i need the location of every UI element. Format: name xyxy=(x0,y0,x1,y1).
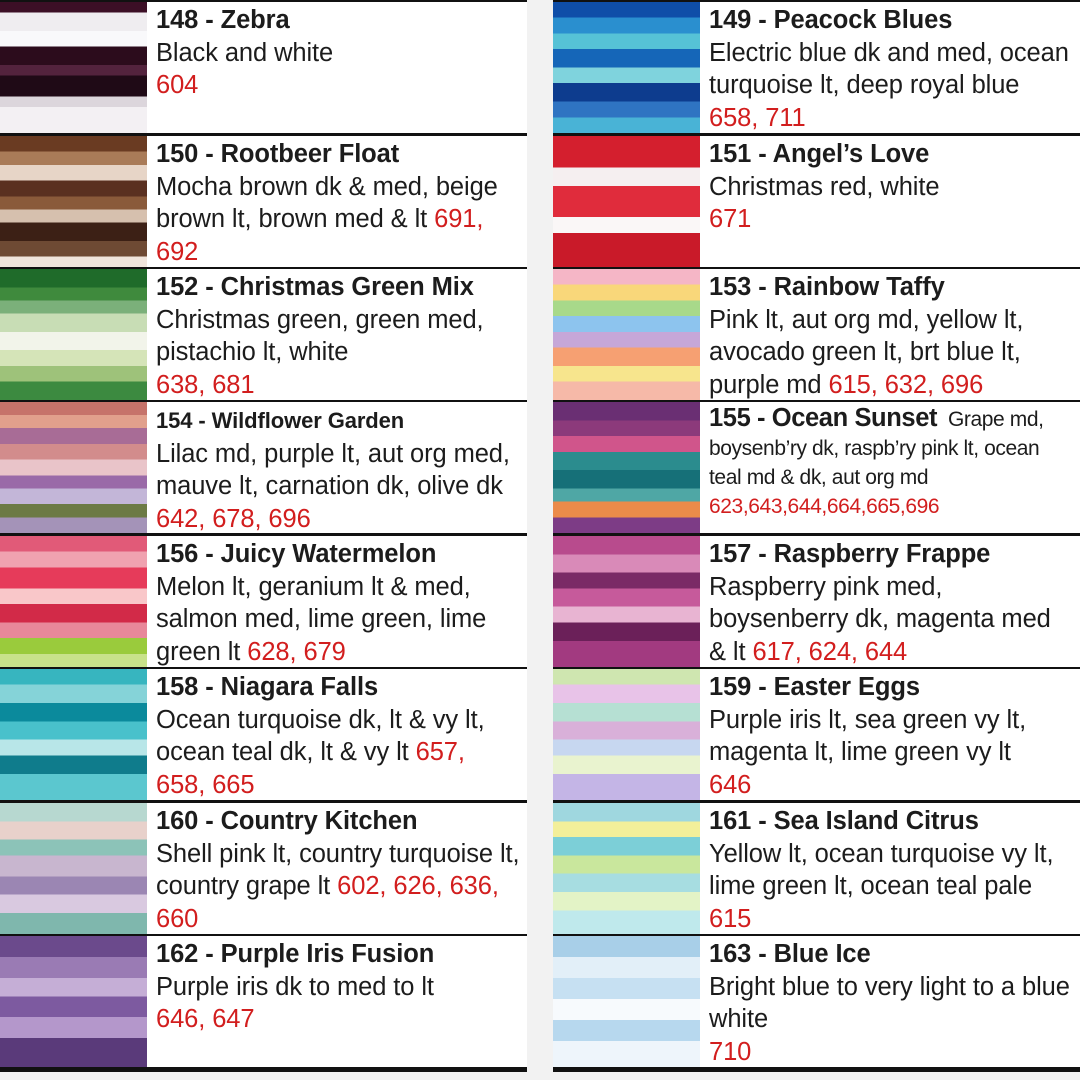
color-entry-153 xyxy=(553,269,1080,400)
entry-title: 157 - Raspberry Frappe xyxy=(709,540,991,568)
entry-text-154 xyxy=(147,402,527,533)
left-column xyxy=(0,0,527,1072)
color-codes: 646 xyxy=(709,770,752,799)
thread-swatch-161 xyxy=(553,803,700,934)
thread-swatch-151 xyxy=(553,136,700,267)
color-entry-162 xyxy=(0,936,527,1067)
entry-title: 163 - Blue Ice xyxy=(709,940,871,968)
entry-text-161 xyxy=(700,803,1080,934)
color-codes: 604 xyxy=(156,71,199,99)
right-column xyxy=(553,0,1080,1072)
color-codes: 657, 658, 665 xyxy=(156,738,465,799)
entry-text-156 xyxy=(147,536,527,667)
entry-description: Raspberry pink med, boysenberry dk, magenta med & lt xyxy=(709,572,1051,666)
thread-swatch-153 xyxy=(553,269,700,400)
thread-swatch-152 xyxy=(0,269,147,400)
color-codes: 671 xyxy=(709,205,752,233)
entry-description: Yellow lt, ocean turquoise vy lt, lime green lt, ocean teal pale xyxy=(709,839,1054,900)
color-codes: 658, 711 xyxy=(709,103,806,132)
entry-title: 155 - Ocean Sunset xyxy=(709,404,938,432)
thread-swatch-156 xyxy=(0,536,147,667)
color-entry-148 xyxy=(0,2,527,133)
color-codes: 615, 632, 696 xyxy=(828,370,984,399)
thread-swatch-154 xyxy=(0,402,147,533)
color-codes: 623,643,644,664,665,696 xyxy=(709,495,940,518)
entry-title: 160 - Country Kitchen xyxy=(156,807,418,835)
color-entry-157 xyxy=(553,536,1080,667)
entry-text-159 xyxy=(700,669,1080,800)
color-entry-161 xyxy=(553,803,1080,934)
entry-title: 156 - Juicy Watermelon xyxy=(156,540,437,568)
entry-description: Ocean turquoise dk, lt & vy lt, ocean teal dk, lt & vy lt xyxy=(156,705,485,766)
entry-description: Christmas green, green med, pistachio lt, white xyxy=(156,305,484,366)
entry-text-148 xyxy=(147,2,527,133)
color-entry-158 xyxy=(0,669,527,800)
entry-text-155 xyxy=(700,402,1080,533)
thread-swatch-155 xyxy=(553,402,700,533)
color-entry-155 xyxy=(553,402,1080,533)
entry-description: Electric blue dk and med, ocean turquoise lt, deep royal blue xyxy=(709,38,1069,99)
entry-text-163 xyxy=(700,936,1080,1067)
entry-title: 159 - Easter Eggs xyxy=(709,673,920,701)
entry-description: Melon lt, geranium lt & med, salmon med, lime green, lime green lt xyxy=(156,572,487,666)
thread-swatch-150 xyxy=(0,136,147,267)
color-entry-150 xyxy=(0,136,527,267)
thread-swatch-162 xyxy=(0,936,147,1067)
thread-swatch-149 xyxy=(553,2,700,133)
entry-text-158 xyxy=(147,669,527,800)
entry-description: Black and white xyxy=(156,38,334,67)
thread-swatch-148 xyxy=(0,2,147,133)
entry-description: Grape md, boysenb’ry dk, raspb’ry pink lt, ocean teal md & dk, aut org md xyxy=(709,408,1044,489)
entry-description: Mocha brown dk & med, beige brown lt, brown med & lt xyxy=(156,172,498,233)
thread-swatch-158 xyxy=(0,669,147,800)
thread-swatch-160 xyxy=(0,803,147,934)
thread-swatch-157 xyxy=(553,536,700,667)
color-codes: 646, 647 xyxy=(156,1005,255,1033)
color-codes: 710 xyxy=(709,1037,752,1066)
entry-title: 154 - Wildflower Garden xyxy=(156,408,405,433)
color-entry-154 xyxy=(0,402,527,533)
entry-title: 158 - Niagara Falls xyxy=(156,673,379,701)
thread-swatch-159 xyxy=(553,669,700,800)
entry-description: Shell pink lt, country turquoise lt, country grape lt xyxy=(156,839,520,900)
entry-description: Purple iris lt, sea green vy lt, magenta lt, lime green vy lt xyxy=(709,705,1027,766)
color-entry-163 xyxy=(553,936,1080,1067)
color-entry-151 xyxy=(553,136,1080,267)
entry-title: 149 - Peacock Blues xyxy=(709,6,953,34)
entry-title: 150 - Rootbeer Float xyxy=(156,140,400,168)
entry-description: Christmas red, white xyxy=(709,172,940,201)
color-codes: 638, 681 xyxy=(156,370,255,399)
entry-title: 153 - Rainbow Taffy xyxy=(709,273,945,301)
entry-text-150 xyxy=(147,136,527,267)
color-entry-152 xyxy=(0,269,527,400)
entry-text-151 xyxy=(700,136,1080,267)
color-codes: 615 xyxy=(709,904,752,933)
entry-text-149 xyxy=(700,2,1080,133)
color-codes: 602, 626, 636, 660 xyxy=(156,872,499,933)
color-codes: 617, 624, 644 xyxy=(752,637,908,666)
entry-description: Bright blue to very light to a blue white xyxy=(709,972,1070,1033)
color-entry-156 xyxy=(0,536,527,667)
entry-description: Pink lt, aut org md, yellow lt, avocado green lt, brt blue lt, purple md xyxy=(709,305,1024,399)
color-codes: 628, 679 xyxy=(247,637,346,666)
color-entry-149 xyxy=(553,2,1080,133)
color-codes: 642, 678, 696 xyxy=(156,504,311,533)
entry-title: 161 - Sea Island Citrus xyxy=(709,807,979,835)
color-entry-160 xyxy=(0,803,527,934)
entry-text-160 xyxy=(147,803,527,934)
entry-text-157 xyxy=(700,536,1080,667)
entry-description: Purple iris dk to med to lt xyxy=(156,972,434,1001)
entry-description: Lilac md, purple lt, aut org med, mauve lt, carnation dk, olive dk xyxy=(156,439,510,500)
entry-title: 152 - Christmas Green Mix xyxy=(156,273,474,301)
thread-swatch-163 xyxy=(553,936,700,1067)
entry-title: 162 - Purple Iris Fusion xyxy=(156,940,435,968)
color-entry-159 xyxy=(553,669,1080,800)
entry-title: 148 - Zebra xyxy=(156,6,290,34)
color-codes: 691, 692 xyxy=(156,205,484,266)
entry-text-162 xyxy=(147,936,527,1067)
entry-text-152 xyxy=(147,269,527,400)
entry-title: 151 - Angel’s Love xyxy=(709,140,930,168)
entry-text-153 xyxy=(700,269,1080,400)
